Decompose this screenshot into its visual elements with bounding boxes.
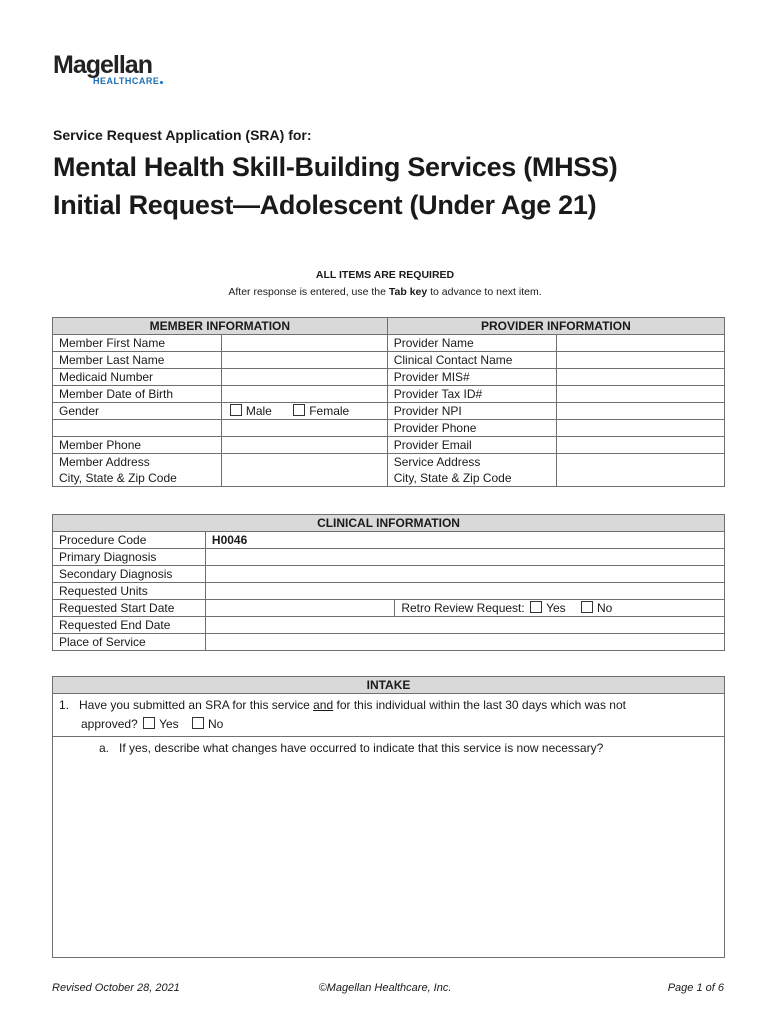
retro-no-checkbox[interactable]	[581, 601, 593, 613]
female-label: Female	[309, 404, 350, 418]
clinical-label: Requested End Date	[53, 617, 206, 634]
intake-table	[52, 676, 725, 958]
provider-label: Provider Name	[387, 335, 556, 352]
member-label: Member Address	[53, 454, 222, 471]
footer-revised: Revised October 28, 2021	[52, 982, 180, 994]
medicaid-number-field[interactable]	[221, 369, 387, 386]
instr-key: Tab key	[388, 286, 428, 298]
q1-no-checkbox[interactable]	[192, 717, 204, 729]
clinical-info-header: CLINICAL INFORMATION	[53, 515, 725, 532]
provider-info-header: PROVIDER INFORMATION	[387, 318, 724, 335]
member-label: Gender	[53, 403, 222, 420]
member-phone-field[interactable]	[221, 437, 387, 454]
title-line-2: Initial Request—Adolescent (Under Age 21)	[53, 190, 597, 220]
provider-mis-field[interactable]	[556, 369, 724, 386]
q1-yes-label: Yes	[159, 717, 179, 731]
member-label: Medicaid Number	[53, 369, 222, 386]
provider-label: Provider Email	[387, 437, 556, 454]
instr-pre: After response is entered, use the	[228, 286, 389, 298]
female-checkbox[interactable]	[293, 404, 305, 416]
member-label: City, State & Zip Code	[53, 470, 222, 487]
q1-no-label: No	[207, 717, 224, 731]
q1-yes-checkbox[interactable]	[143, 717, 155, 729]
q1-approved-label: approved?	[81, 717, 138, 731]
retro-label: Retro Review Request:	[401, 601, 525, 615]
provider-tax-id-field[interactable]	[556, 386, 724, 403]
clinical-label: Requested Units	[53, 583, 206, 600]
service-address-field[interactable]	[556, 454, 724, 487]
member-provider-table	[52, 317, 725, 487]
title-line-1: Mental Health Skill-Building Services (MHSS)	[53, 152, 618, 182]
instr-post: to advance to next item.	[427, 286, 542, 298]
member-dob-field[interactable]	[221, 386, 387, 403]
form-title	[53, 148, 617, 224]
retro-review-request	[395, 600, 725, 617]
provider-npi-field[interactable]	[556, 403, 724, 420]
secondary-diagnosis-field[interactable]	[205, 566, 724, 583]
q1-line-1	[59, 696, 718, 715]
form-pretitle: Service Request Application (SRA) for:	[53, 127, 312, 143]
q1-underline: and	[313, 698, 334, 712]
provider-label: Provider Phone	[387, 420, 556, 437]
footer-page-number: Page 1 of 6	[667, 982, 724, 994]
retro-yes-checkbox[interactable]	[530, 601, 542, 613]
requested-end-date-field[interactable]	[205, 617, 724, 634]
procedure-code-field[interactable]: H0046	[205, 532, 724, 549]
logo-dot-icon	[160, 81, 163, 84]
member-label: Member Phone	[53, 437, 222, 454]
member-address-field[interactable]	[221, 454, 387, 487]
intake-question-1a-response[interactable]	[53, 737, 725, 958]
provider-label: Provider NPI	[387, 403, 556, 420]
q1a-label: a. If yes, describe what changes have occurred to indicate that this service is now necessary?	[99, 741, 604, 755]
provider-label: Provider Tax ID#	[387, 386, 556, 403]
tab-instructions	[0, 286, 770, 298]
intake-question-1	[53, 694, 725, 737]
logo-main-text: Magellan	[53, 51, 152, 79]
clinical-label: Place of Service	[53, 634, 206, 651]
retro-yes-label: Yes	[546, 601, 566, 615]
provider-label: Provider MIS#	[387, 369, 556, 386]
footer-copyright: ©Magellan Healthcare, Inc.	[318, 982, 452, 994]
provider-email-field[interactable]	[556, 437, 724, 454]
member-label: Member First Name	[53, 335, 222, 352]
member-info-header: MEMBER INFORMATION	[53, 318, 388, 335]
clinical-label: Requested Start Date	[53, 600, 206, 617]
logo-sub-label: HEALTHCARE	[93, 76, 160, 86]
member-last-name-field[interactable]	[221, 352, 387, 369]
q1-line-2	[59, 715, 718, 734]
male-label: Male	[245, 404, 272, 418]
place-of-service-field[interactable]	[205, 634, 724, 651]
member-first-name-field[interactable]	[221, 335, 387, 352]
member-label: Member Last Name	[53, 352, 222, 369]
provider-label: Clinical Contact Name	[387, 352, 556, 369]
intake-header: INTAKE	[53, 677, 725, 694]
requested-start-date-field[interactable]	[205, 600, 394, 617]
member-label	[53, 420, 222, 437]
clinical-label: Primary Diagnosis	[53, 549, 206, 566]
required-notice: ALL ITEMS ARE REQUIRED	[315, 269, 455, 281]
provider-name-field[interactable]	[556, 335, 724, 352]
clinical-info-table	[52, 514, 725, 651]
clinical-label: Secondary Diagnosis	[53, 566, 206, 583]
provider-phone-field[interactable]	[556, 420, 724, 437]
magellan-logo	[53, 51, 160, 86]
empty-field[interactable]	[221, 420, 387, 437]
provider-label: City, State & Zip Code	[387, 470, 556, 487]
provider-label: Service Address	[387, 454, 556, 471]
clinical-label: Procedure Code	[53, 532, 206, 549]
primary-diagnosis-field[interactable]	[205, 549, 724, 566]
clinical-contact-name-field[interactable]	[556, 352, 724, 369]
retro-no-label: No	[596, 601, 613, 615]
member-label: Member Date of Birth	[53, 386, 222, 403]
requested-units-field[interactable]	[205, 583, 724, 600]
logo-sub-text	[93, 76, 163, 86]
q1-pre: 1. Have you submitted an SRA for this service	[59, 698, 314, 712]
male-checkbox[interactable]	[230, 404, 242, 416]
q1-post: for this individual within the last 30 days which was not	[333, 698, 626, 712]
gender-options	[221, 403, 387, 420]
